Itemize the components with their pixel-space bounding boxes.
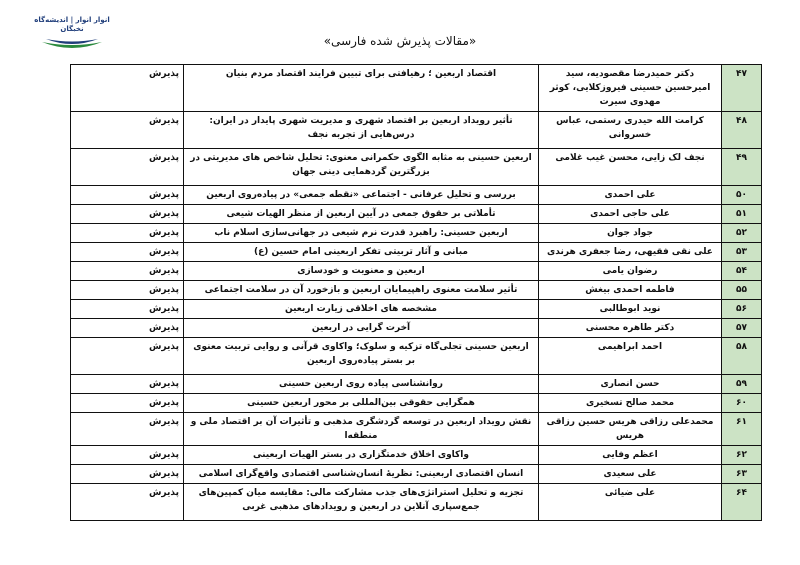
row-title: اربعین حسینی: راهبرد قدرت نرم شیعی در جهانی‌سازی اسلام ناب bbox=[184, 224, 539, 243]
table-row bbox=[71, 465, 762, 484]
row-authors: نجف لک زایی، محسن غیب غلامی bbox=[539, 149, 722, 186]
row-authors: کرامت الله حیدری رستمی، عباس خسروانی bbox=[539, 112, 722, 149]
row-title: اقتصاد اربعین ؛ رهیافتی برای تبیین فرایند اقتصاد مردم بنیان bbox=[184, 65, 539, 112]
table-row bbox=[71, 224, 762, 243]
row-authors: محمدعلی رزاقی هریس حسین رزاقی هریس bbox=[539, 413, 722, 446]
row-title: بررسی و تحلیل عرفانی - اجتماعی «نقطه جمعی» در پیاده‌روی اربعین bbox=[184, 186, 539, 205]
table-row bbox=[71, 262, 762, 281]
row-title: آخرت گرایی در اربعین bbox=[184, 319, 539, 338]
row-title: مبانی و آثار تربیتی تفکر اربعینی امام حسین (ع) bbox=[184, 243, 539, 262]
row-number: ۵۸ bbox=[722, 338, 762, 375]
papers-table bbox=[70, 64, 762, 521]
row-authors: جواد جوان bbox=[539, 224, 722, 243]
row-status: پذیرش bbox=[71, 484, 184, 521]
row-number: ۶۱ bbox=[722, 413, 762, 446]
row-title: اربعین حسینی به مثابه الگوی حکمرانی معنوی: تحلیل شاخص های مدیریتی در بزرگترین گردهمایی دینی جهان bbox=[184, 149, 539, 186]
row-number: ۵۲ bbox=[722, 224, 762, 243]
row-number: ۵۳ bbox=[722, 243, 762, 262]
row-number: ۴۷ bbox=[722, 65, 762, 112]
row-number: ۶۰ bbox=[722, 394, 762, 413]
row-status: پذیرش bbox=[71, 149, 184, 186]
row-number: ۶۴ bbox=[722, 484, 762, 521]
table-row bbox=[71, 112, 762, 149]
row-title: اربعین حسینی تجلی‌گاه تزکیه و سلوک؛ واکاوی قرآنی و روایی تربیت معنوی بر بستر پیاده‌روی اربعین bbox=[184, 338, 539, 375]
row-number: ۵۷ bbox=[722, 319, 762, 338]
row-authors: علی احمدی bbox=[539, 186, 722, 205]
table-row bbox=[71, 375, 762, 394]
row-title: مشخصه های اخلاقی زیارت اربعین bbox=[184, 300, 539, 319]
row-status: پذیرش bbox=[71, 186, 184, 205]
row-status: پذیرش bbox=[71, 446, 184, 465]
table-row bbox=[71, 186, 762, 205]
row-title: همگرایی حقوقی بین‌المللی بر محور اربعین حسینی bbox=[184, 394, 539, 413]
row-title: تأثیر سلامت معنوی راهپیمایان اربعین و بازخورد آن در سلامت اجتماعی bbox=[184, 281, 539, 300]
row-status: پذیرش bbox=[71, 65, 184, 112]
table-row bbox=[71, 65, 762, 112]
row-authors: محمد صالح تسخیری bbox=[539, 394, 722, 413]
row-authors: علی حاجی احمدی bbox=[539, 205, 722, 224]
table-row bbox=[71, 413, 762, 446]
row-authors: حسن انصاری bbox=[539, 375, 722, 394]
row-status: پذیرش bbox=[71, 224, 184, 243]
row-number: ۵۵ bbox=[722, 281, 762, 300]
row-title: روانشناسی پیاده روی اربعین حسینی bbox=[184, 375, 539, 394]
row-status: پذیرش bbox=[71, 413, 184, 446]
row-authors: دکتر طاهره محسنی bbox=[539, 319, 722, 338]
row-number: ۶۲ bbox=[722, 446, 762, 465]
row-status: پذیرش bbox=[71, 262, 184, 281]
logo-text: انوار انوار | اندیشه‌گاه نخبگان bbox=[34, 16, 110, 33]
row-number: ۴۹ bbox=[722, 149, 762, 186]
table-row bbox=[71, 319, 762, 338]
row-status: پذیرش bbox=[71, 319, 184, 338]
row-authors: دکتر حمیدرضا مقصودیه، سید امیرحسین حسینی فیروزکلایی، کوثر مهدوی سیرت bbox=[539, 65, 722, 112]
row-title: تأثیر رویداد اربعین بر اقتصاد شهری و مدیریت شهری پایدار در ایران: درس‌هایی از تجربه نجف bbox=[184, 112, 539, 149]
row-authors: علی نقی فقیهی، رضا جعفری هرندی bbox=[539, 243, 722, 262]
row-number: ۴۸ bbox=[722, 112, 762, 149]
row-title: اربعین و معنویت و خودسازی bbox=[184, 262, 539, 281]
row-status: پذیرش bbox=[71, 300, 184, 319]
row-authors: رضوان یامی bbox=[539, 262, 722, 281]
table-row bbox=[71, 300, 762, 319]
row-authors: اعظم وفایی bbox=[539, 446, 722, 465]
row-authors: علی سعیدی bbox=[539, 465, 722, 484]
table-row bbox=[71, 281, 762, 300]
table-row bbox=[71, 446, 762, 465]
row-title: انسان اقتصادی اربعینی: نظریهٔ انسان‌شناسی اقتصادی واقع‌گرای اسلامی bbox=[184, 465, 539, 484]
row-status: پذیرش bbox=[71, 243, 184, 262]
row-status: پذیرش bbox=[71, 394, 184, 413]
row-number: ۵۱ bbox=[722, 205, 762, 224]
row-authors: علی ضیائی bbox=[539, 484, 722, 521]
row-number: ۵۹ bbox=[722, 375, 762, 394]
row-status: پذیرش bbox=[71, 112, 184, 149]
table-row bbox=[71, 205, 762, 224]
table-row bbox=[71, 394, 762, 413]
row-status: پذیرش bbox=[71, 338, 184, 375]
row-number: ۵۶ bbox=[722, 300, 762, 319]
table-row bbox=[71, 484, 762, 521]
row-title: تأملاتی بر حقوق جمعی در آیین اربعین از منظر الهیات شیعی bbox=[184, 205, 539, 224]
row-authors: فاطمه احمدی بیغش bbox=[539, 281, 722, 300]
row-title: واکاوی اخلاق خدمتگزاری در بستر الهیات اربعینی bbox=[184, 446, 539, 465]
row-status: پذیرش bbox=[71, 205, 184, 224]
row-status: پذیرش bbox=[71, 465, 184, 484]
table-row bbox=[71, 243, 762, 262]
row-number: ۶۳ bbox=[722, 465, 762, 484]
row-number: ۵۰ bbox=[722, 186, 762, 205]
page-title: «مقالات پذیرش شده فارسی» bbox=[323, 34, 477, 48]
row-authors: احمد ابراهیمی bbox=[539, 338, 722, 375]
row-status: پذیرش bbox=[71, 281, 184, 300]
row-number: ۵۴ bbox=[722, 262, 762, 281]
row-title: نقش رویداد اربعین در توسعه گردشگری مذهبی و تأثیرات آن بر اقتصاد ملی و منطقه‌ا bbox=[184, 413, 539, 446]
row-authors: نوید ابوطالبی bbox=[539, 300, 722, 319]
table-row bbox=[71, 338, 762, 375]
row-title: تجزیه و تحلیل استراتژی‌های جذب مشارکت مالی: مقایسه میان کمپین‌های جمع‌سپاری آنلاین در اربعین و رویدادهای مذهبی غربی bbox=[184, 484, 539, 521]
row-status: پذیرش bbox=[71, 375, 184, 394]
table-row bbox=[71, 149, 762, 186]
